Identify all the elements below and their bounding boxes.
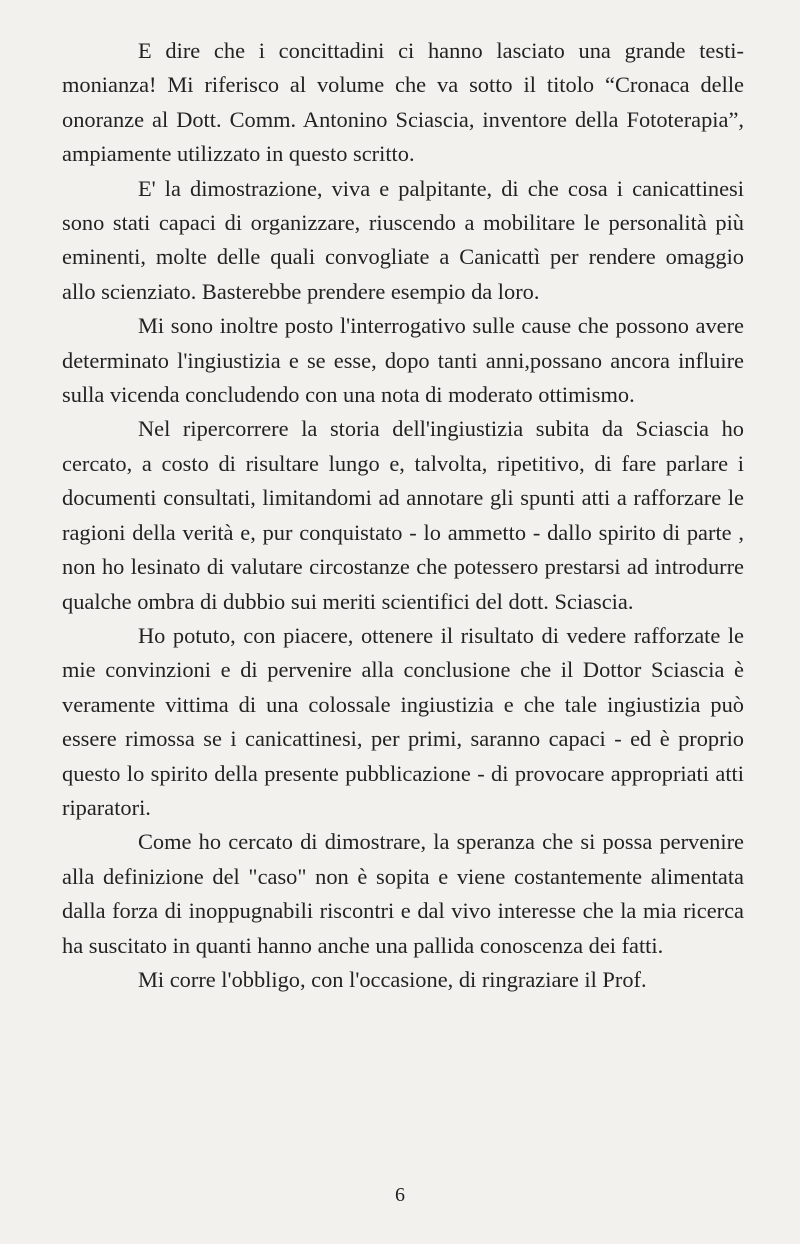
paragraph: Mi corre l'obbligo, con l'occasione, di ringraziare il Prof. (138, 966, 647, 992)
body-text (62, 34, 744, 997)
paragraph: E dire che i concittadini ci hanno lasciato una grande testimonianza! Mi riferisco al volume che va sotto il titolo “Cronaca delle onoranze al Dott. Comm. Antonino Sciascia, inventore della Fototerapia”, ampiamente utilizzato in questo scritto. (62, 38, 744, 167)
paragraph: Mi sono inoltre posto l'interrogativo sulle cause che possono avere determinato l'ingiustizia e se esse, dopo tanti anni,possano ancora influire sulla vicenda concludendo con una nota di moderato ottimismo. (62, 313, 744, 408)
paragraph: Come ho cercato di dimostrare, la speranza che si possa pervenire alla definizione del "caso" non è sopita e viene costantemente alimentata dalla forza di inoppugnabili riscontri e dal vivo interesse che la mia ricerca ha suscitato in quanti hanno anche una pallida conoscenza dei fatti. (62, 829, 744, 958)
paragraph: E' la dimostrazione, viva e palpitante, di che cosa i canicattinesi sono stati capaci di organizzare, riuscendo a mobilitare le personalità più eminenti, molte delle quali convogliate a Canicattì per rendere omaggio allo scienziato. Basterebbe prendere esempio da loro. (62, 175, 744, 304)
paragraph: Ho potuto, con piacere, ottenere il risultato di vedere rafforzate le mie convinzioni e di pervenire alla conclusione che il Dottor Sciascia è veramente vittima di una colossale ingiustizia e che tale ingiustizia può essere rimossa se i canicattinesi, per primi, saranno capaci - ed è proprio questo lo spirito della presente pubblicazione - di provocare appropriati atti riparatori. (62, 622, 744, 820)
paragraph: Nel ripercorrere la storia dell'ingiustizia subita da Sciascia ho cercato, a costo di risultare lungo e, talvolta, ripetitivo, di fare parlare i documenti consultati, limitandomi ad annotare gli spunti atti a rafforzare le ragioni della verità e, pur conquistato - lo ammetto - dallo spirito di parte , non ho lesinato di valutare circostanze che potessero prestarsi ad introdurre qualche ombra di dubbio sui meriti scientifici del dott. Sciascia. (62, 416, 744, 614)
page-number: 6 (395, 1184, 405, 1206)
